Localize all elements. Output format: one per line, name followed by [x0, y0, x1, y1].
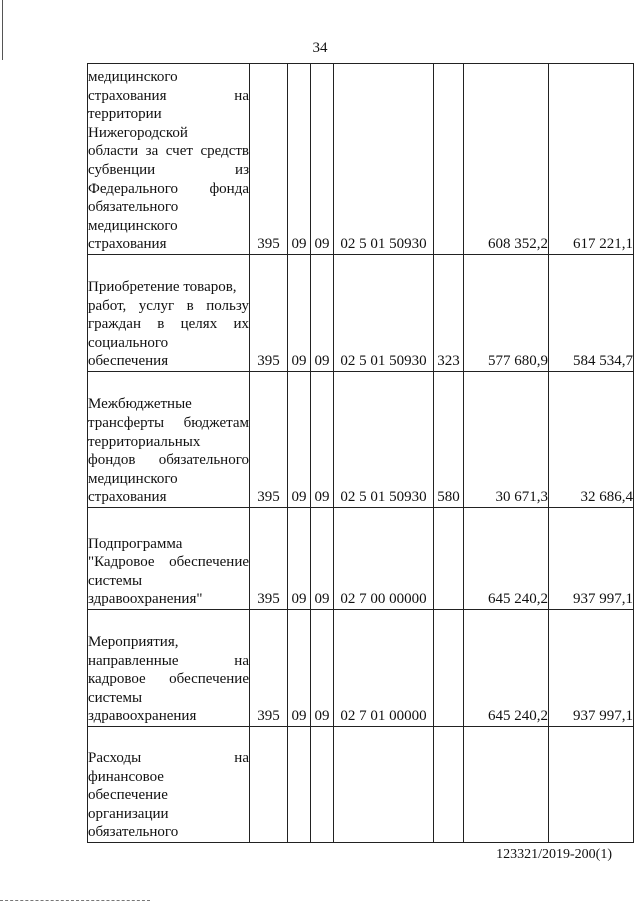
pr-cell: 09: [311, 372, 334, 508]
amount-year1-cell: 608 352,2: [464, 64, 549, 255]
vr-cell: [434, 508, 464, 610]
table-row: [88, 64, 634, 255]
amount-year1-cell: 30 671,3: [464, 372, 549, 508]
amount-year1-cell: 645 240,2: [464, 508, 549, 610]
row-name-line: территориальных: [88, 433, 201, 450]
row-name-line: Межбюджетные: [88, 396, 192, 413]
ved-cell: 395: [250, 508, 288, 610]
row-name-line: Мероприятия,: [88, 634, 179, 651]
amount-year1-cell: [464, 727, 549, 843]
row-name-line: системы: [88, 572, 143, 589]
vr-cell: [434, 727, 464, 843]
pr-cell: 09: [311, 610, 334, 727]
row-name-line: Нижегородской: [88, 124, 188, 141]
row-name-cell: [88, 372, 250, 508]
vr-cell: 323: [434, 255, 464, 372]
kcsr-cell: [334, 727, 434, 843]
vr-cell: [434, 64, 464, 255]
pr-cell: [311, 727, 334, 843]
pr-cell: 09: [311, 508, 334, 610]
ved-cell: 395: [250, 610, 288, 727]
row-name-line: Расходы на: [88, 750, 249, 767]
row-name-line: обязательного: [88, 824, 179, 841]
rz-cell: 09: [288, 255, 311, 372]
amount-year2-cell: 617 221,1: [549, 64, 634, 255]
row-name-line: здравоохранения": [88, 591, 203, 608]
row-name-cell: [88, 255, 250, 372]
kcsr-cell: 02 5 01 50930: [334, 64, 434, 255]
budget-table-body: [88, 64, 634, 843]
rz-cell: [288, 727, 311, 843]
budget-table: [87, 63, 634, 843]
rz-cell: 09: [288, 64, 311, 255]
table-row: [88, 372, 634, 508]
rz-cell: 09: [288, 508, 311, 610]
row-name-cell: [88, 508, 250, 610]
row-name-line: финансовое: [88, 768, 164, 785]
row-name-line: страхования на: [88, 87, 249, 104]
row-name-line: трансферты бюджетам: [88, 415, 249, 432]
row-name-line: Приобретение товаров,: [88, 279, 237, 296]
row-name-line: направленные на: [88, 652, 249, 669]
table-row: [88, 508, 634, 610]
row-name-line: территории: [88, 106, 162, 123]
amount-year2-cell: 32 686,4: [549, 372, 634, 508]
kcsr-cell: 02 7 01 00000: [334, 610, 434, 727]
amount-year1-cell: 577 680,9: [464, 255, 549, 372]
row-name-line: социального: [88, 334, 169, 351]
row-name-line: кадровое обеспечение: [88, 671, 249, 688]
row-name-line: граждан в целях их: [88, 316, 249, 333]
row-name-line: страхования: [88, 236, 167, 253]
row-name-line: работ, услуг в пользу: [88, 297, 249, 314]
rz-cell: 09: [288, 372, 311, 508]
row-name-line: обеспечение: [88, 787, 168, 804]
pr-cell: 09: [311, 64, 334, 255]
row-name-line: обеспечения: [88, 353, 169, 370]
ved-cell: [250, 727, 288, 843]
row-name-cell: [88, 727, 250, 843]
kcsr-cell: 02 5 01 50930: [334, 255, 434, 372]
row-name-line: системы: [88, 689, 143, 706]
row-name-line: субвенции из: [88, 162, 249, 179]
row-name-line: Подпрограмма: [88, 535, 183, 552]
table-row: [88, 727, 634, 843]
vr-cell: 580: [434, 372, 464, 508]
table-row: [88, 610, 634, 727]
ved-cell: 395: [250, 372, 288, 508]
row-name-line: медицинского: [88, 69, 178, 86]
row-name-line: организации: [88, 805, 169, 822]
kcsr-cell: 02 7 00 00000: [334, 508, 434, 610]
row-name-line: "Кадровое обеспечение: [88, 554, 249, 571]
row-name-line: области за счет средств: [88, 143, 249, 160]
vr-cell: [434, 610, 464, 727]
ved-cell: 395: [250, 64, 288, 255]
pr-cell: 09: [311, 255, 334, 372]
ved-cell: 395: [250, 255, 288, 372]
amount-year2-cell: [549, 727, 634, 843]
row-name-line: медицинского: [88, 217, 178, 234]
page-number: 34: [312, 40, 328, 56]
row-name-cell: [88, 64, 250, 255]
row-name-line: фондов обязательного: [88, 452, 249, 469]
table-row: [88, 255, 634, 372]
amount-year1-cell: 645 240,2: [464, 610, 549, 727]
amount-year2-cell: 584 534,7: [549, 255, 634, 372]
amount-year2-cell: 937 997,1: [549, 610, 634, 727]
amount-year2-cell: 937 997,1: [549, 508, 634, 610]
row-name-cell: [88, 610, 250, 727]
row-name-line: обязательного: [88, 199, 179, 216]
row-name-line: Федерального фонда: [88, 180, 249, 197]
rz-cell: 09: [288, 610, 311, 727]
document-code: 123321/2019-200(1): [496, 847, 612, 862]
bottom-dashed-rule: [0, 900, 150, 901]
row-name-line: здравоохранения: [88, 708, 197, 725]
row-name-line: страхования: [88, 489, 167, 506]
kcsr-cell: 02 5 01 50930: [334, 372, 434, 508]
row-name-line: медицинского: [88, 470, 178, 487]
